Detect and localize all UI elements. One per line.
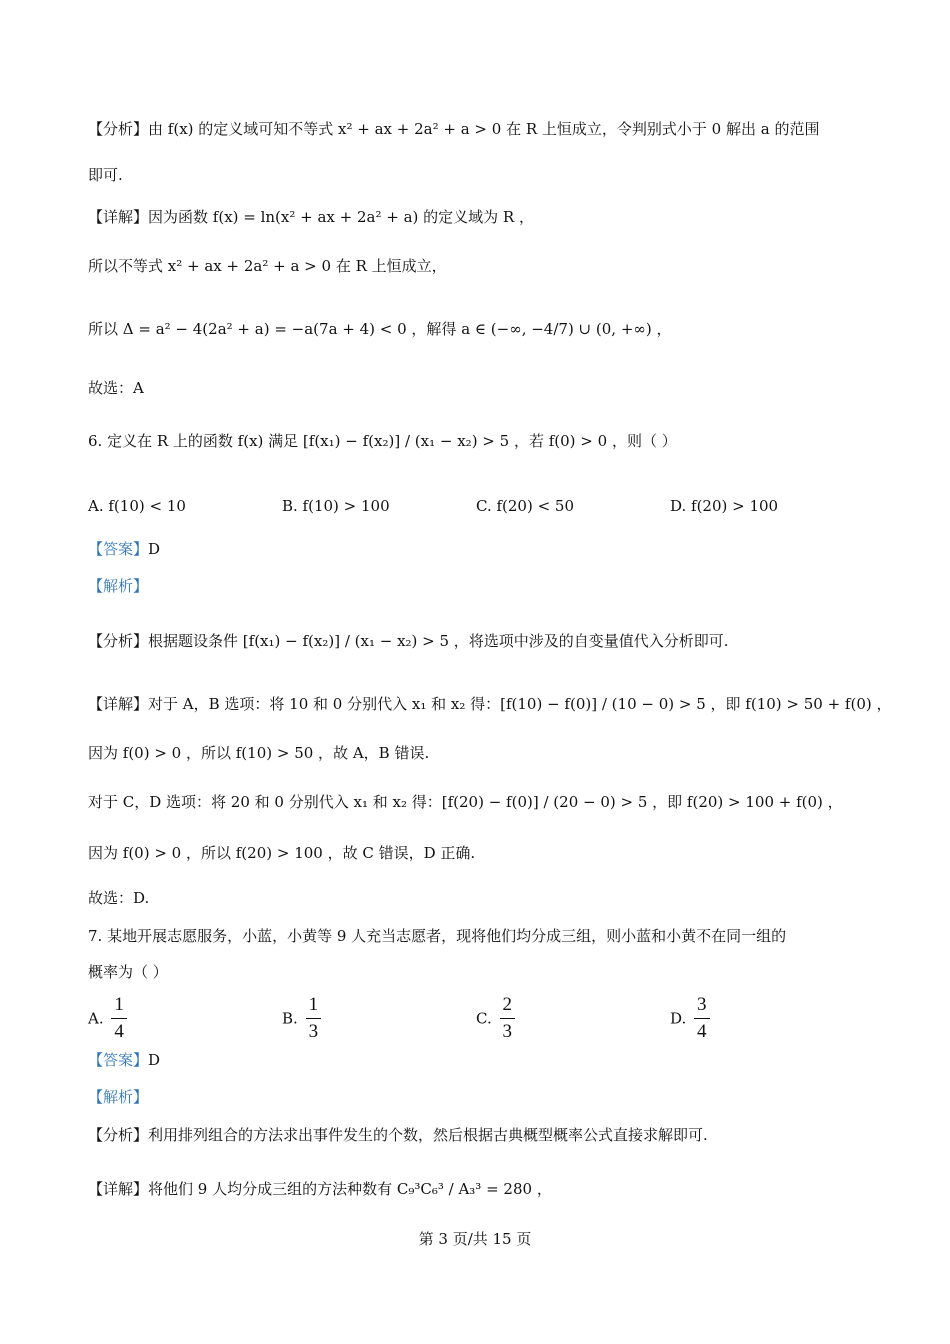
fenxi-label: 【分析】 [88, 632, 149, 650]
q6-xiangjie-line4: 因为 f(0) > 0 ，所以 f(20) > 100 ，故 C 错误，D 正确. [88, 844, 476, 862]
q7-option-a [88, 994, 130, 1043]
q7-answer [88, 1053, 160, 1068]
q6-fenxi-text: 根据题设条件 [f(x₁) − f(x₂)] / (x₁ − x₂) > 5 ，将选项中涉及的自变量值代入分析即可. [148, 632, 729, 650]
fraction-denominator: 4 [697, 1021, 707, 1042]
fenxi-label: 【分析】 [88, 1126, 149, 1144]
q6-jiexi-label: 【解析】 [88, 577, 149, 595]
q7-fenxi [88, 1128, 708, 1143]
option-fraction [694, 994, 710, 1043]
answer-label: 【答案】 [88, 1051, 149, 1069]
q6-fenxi [88, 634, 729, 649]
q7-option-b [282, 994, 324, 1043]
option-label: A. [88, 1009, 104, 1028]
option-fraction [500, 994, 516, 1043]
q6-choose: 故选：D. [88, 889, 150, 907]
q7-fenxi-text: 利用排列组合的方法求出事件发生的个数，然后根据古典概型概率公式直接求解即可. [148, 1126, 708, 1144]
q7-stem-line1: 7. 某地开展志愿服务，小蓝，小黄等 9 人充当志愿者，现将他们均分成三组，则小蓝和小黄不在同一组的 [88, 927, 787, 945]
fraction-numerator: 1 [111, 994, 127, 1019]
option-label: D. [670, 1009, 687, 1028]
q6-xiangjie-line1 [88, 697, 892, 712]
q7-xiangjie-line1 [88, 1182, 552, 1197]
q6-option-d: D. f(20) > 100 [670, 497, 779, 515]
xiangjie-label: 【详解】 [88, 1180, 149, 1198]
option-fraction [111, 994, 127, 1043]
q6-stem: 6. 定义在 R 上的函数 f(x) 满足 [f(x₁) − f(x₂)] / (x₁ − x₂) > 5 ，若 f(0) > 0 ，则（ ） [88, 432, 677, 450]
option-label: C. [476, 1009, 492, 1028]
option-fraction [306, 994, 322, 1043]
q5-xiangjie-line1 [88, 210, 534, 225]
fraction-denominator: 3 [308, 1021, 319, 1042]
q7-stem-line2: 概率为（ ） [88, 963, 168, 981]
answer-value: D [148, 1051, 161, 1069]
page-footer: 第 3 页/共 15 页 [418, 1230, 532, 1248]
q6-xiangjie-line3: 对于 C，D 选项：将 20 和 0 分别代入 x₁ 和 x₂ 得：[f(20) − f(0)] / (20 − 0) > 5 ，即 f(20) > 100 + f(0) ， [88, 793, 843, 811]
fraction-numerator: 1 [306, 994, 322, 1019]
q7-option-d [670, 994, 713, 1043]
answer-value: D [148, 540, 161, 558]
q6-option-a: A. f(10) < 10 [88, 497, 186, 515]
q7-jiexi-label: 【解析】 [88, 1088, 149, 1106]
fraction-denominator: 4 [114, 1021, 124, 1042]
q6-option-b: B. f(10) > 100 [282, 497, 390, 515]
q5-line3: 所以 Δ = a² − 4(2a² + a) = −a(7a + 4) < 0 ，解得 a ∈ (−∞, −4/7) ∪ (0, +∞) ， [88, 320, 672, 338]
q5-xiangjie-text: 因为函数 f(x) = ln(x² + ax + 2a² + a) 的定义域为 R ， [148, 208, 534, 226]
fraction-numerator: 3 [694, 994, 710, 1019]
q6-option-c: C. f(20) < 50 [476, 497, 575, 515]
q5-line2: 所以不等式 x² + ax + 2a² + a > 0 在 R 上恒成立， [88, 257, 447, 275]
q6-answer [88, 542, 160, 557]
option-label: B. [282, 1009, 298, 1028]
q7-xiangjie-text: 将他们 9 人均分成三组的方法种数有 C₉³C₆³ / A₃³ = 280 ， [148, 1180, 552, 1198]
q5-fenxi-text: 由 f(x) 的定义域可知不等式 x² + ax + 2a² + a > 0 在 R 上恒成立，令判别式小于 0 解出 a 的范围 [148, 120, 820, 138]
q7-option-c [476, 994, 518, 1043]
fenxi-label: 【分析】 [88, 120, 149, 138]
fraction-numerator: 2 [500, 994, 516, 1019]
xiangjie-label: 【详解】 [88, 695, 149, 713]
q6-xiangjie-text: 对于 A，B 选项：将 10 和 0 分别代入 x₁ 和 x₂ 得：[f(10) − f(0)] / (10 − 0) > 5 ，即 f(10) > 50 + f(0) ， [148, 695, 892, 713]
q5-fenxi-line2: 即可. [88, 166, 123, 184]
xiangjie-label: 【详解】 [88, 208, 149, 226]
q5-choose: 故选：A [88, 379, 144, 397]
q5-fenxi-line1 [88, 122, 819, 137]
answer-label: 【答案】 [88, 540, 149, 558]
q6-xiangjie-line2: 因为 f(0) > 0 ，所以 f(10) > 50 ，故 A，B 错误. [88, 744, 430, 762]
fraction-denominator: 3 [502, 1021, 512, 1042]
